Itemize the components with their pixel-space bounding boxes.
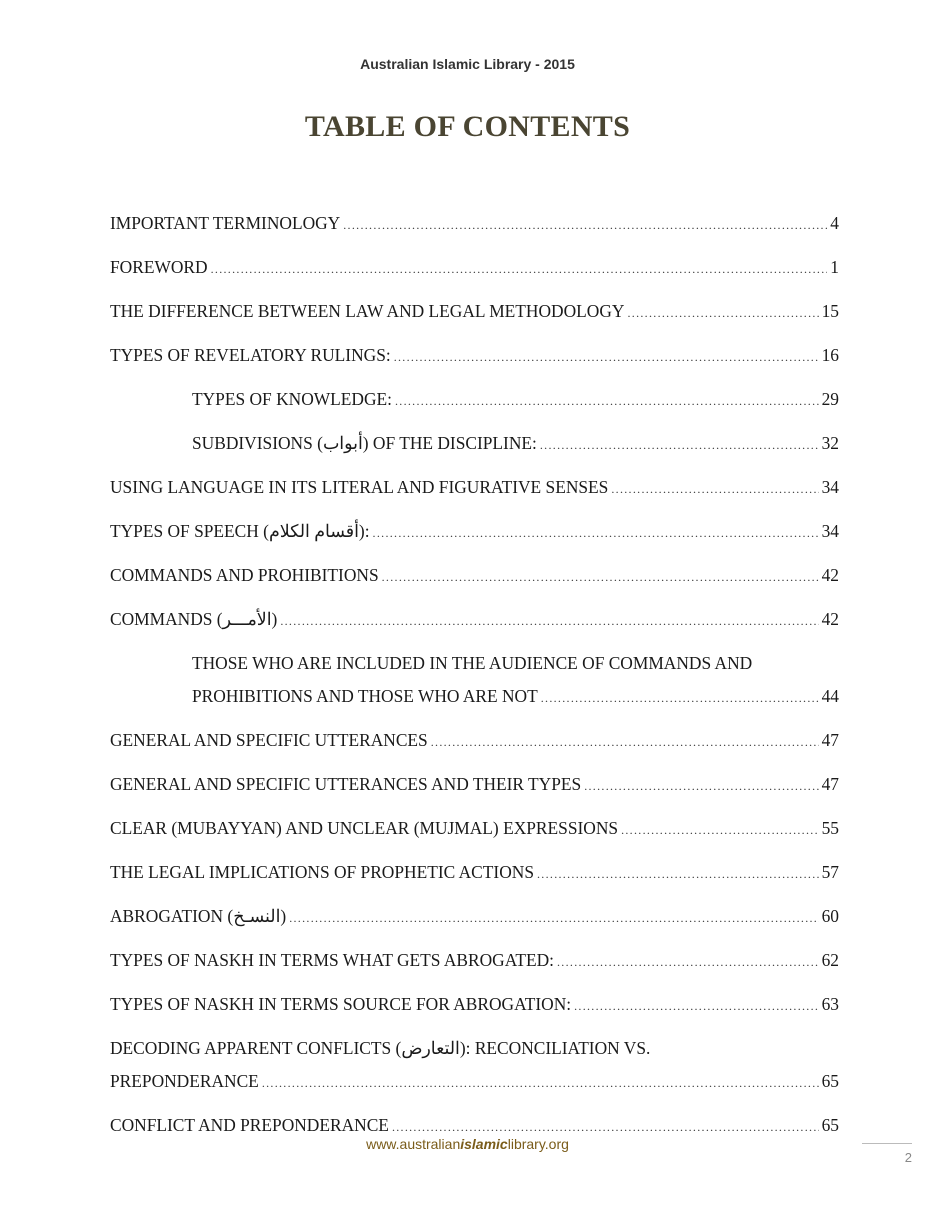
toc-subentry[interactable] xyxy=(110,427,839,462)
dot-leader xyxy=(574,990,819,1023)
toc-entry-page: 47 xyxy=(821,774,839,794)
dot-leader xyxy=(621,814,819,847)
toc-entry-page: 62 xyxy=(821,950,839,970)
dot-leader xyxy=(584,770,818,803)
toc-entry-page: 15 xyxy=(821,301,839,321)
toc-entry[interactable] xyxy=(110,295,839,330)
toc-entry-title-line2: PREPONDERANCE xyxy=(110,1071,259,1091)
toc-entry-page: 44 xyxy=(821,686,839,706)
toc-entry-title: GENERAL AND SPECIFIC UTTERANCES AND THEIR TYPES xyxy=(110,774,582,794)
footer-url-part2: islamic xyxy=(460,1136,508,1152)
toc-entry-title-line1: DECODING APPARENT CONFLICTS (التعارض): RECONCILIATION VS. xyxy=(110,1038,651,1058)
dot-leader xyxy=(611,473,818,506)
toc-entry-title: TYPES OF REVELATORY RULINGS: xyxy=(110,345,391,365)
toc-entry-page: 42 xyxy=(821,565,839,585)
page-number: 2 xyxy=(862,1143,912,1165)
toc-entry[interactable] xyxy=(110,251,839,286)
toc-subentry[interactable] xyxy=(110,647,839,715)
dot-leader xyxy=(373,517,819,550)
toc-entry[interactable] xyxy=(110,339,839,374)
footer-url-part1: www.australian xyxy=(366,1136,461,1152)
toc-entry-title: TYPES OF NASKH IN TERMS WHAT GETS ABROGATED: xyxy=(110,950,554,970)
dot-leader xyxy=(343,209,827,242)
toc-entry[interactable] xyxy=(110,724,839,759)
dot-leader xyxy=(540,429,819,462)
dot-leader xyxy=(557,946,819,979)
toc-entry-page: 34 xyxy=(821,477,839,497)
toc-entry[interactable] xyxy=(110,1032,839,1100)
toc-entry-title: COMMANDS AND PROHIBITIONS xyxy=(110,565,379,585)
toc-entry[interactable] xyxy=(110,603,839,638)
toc-entry[interactable] xyxy=(110,988,839,1023)
toc-entry-title: TYPES OF NASKH IN TERMS SOURCE FOR ABROGATION: xyxy=(110,994,572,1014)
toc-entry-title-line1: THOSE WHO ARE INCLUDED IN THE AUDIENCE OF COMMANDS AND xyxy=(192,653,753,673)
toc-entry[interactable] xyxy=(110,768,839,803)
toc-entry[interactable] xyxy=(110,944,839,979)
toc-entry-title: TYPES OF KNOWLEDGE: xyxy=(192,389,392,409)
toc-entry[interactable] xyxy=(110,856,839,891)
toc-entry-page: 29 xyxy=(821,389,839,409)
toc-entry[interactable] xyxy=(110,900,839,935)
footer-website-link[interactable] xyxy=(0,1136,935,1152)
toc-entry-title: GENERAL AND SPECIFIC UTTERANCES xyxy=(110,730,428,750)
toc-entry[interactable] xyxy=(110,207,839,242)
toc-entry-title-line2: PROHIBITIONS AND THOSE WHO ARE NOT xyxy=(192,686,538,706)
toc-subentry[interactable] xyxy=(110,383,839,418)
dot-leader xyxy=(431,726,819,759)
toc-entry-title: THE LEGAL IMPLICATIONS OF PROPHETIC ACTIONS xyxy=(110,862,534,882)
table-of-contents xyxy=(110,207,839,1153)
toc-entry[interactable] xyxy=(110,515,839,550)
toc-entry-page: 4 xyxy=(830,213,839,233)
dot-leader xyxy=(280,605,818,638)
toc-entry-title: USING LANGUAGE IN ITS LITERAL AND FIGURATIVE SENSES xyxy=(110,477,609,497)
toc-entry-page: 32 xyxy=(821,433,839,453)
toc-entry-title: CLEAR (MUBAYYAN) AND UNCLEAR (MUJMAL) EXPRESSIONS xyxy=(110,818,619,838)
toc-entry-title: SUBDIVISIONS (أبواب) OF THE DISCIPLINE: xyxy=(192,433,537,453)
toc-entry-title: IMPORTANT TERMINOLOGY xyxy=(110,213,341,233)
footer-url-part3: library.org xyxy=(507,1136,569,1152)
toc-entry-page: 34 xyxy=(821,521,839,541)
dot-leader xyxy=(394,341,819,374)
dot-leader xyxy=(211,253,828,286)
dot-leader xyxy=(395,385,819,418)
toc-entry[interactable] xyxy=(110,471,839,506)
toc-entry-page: 16 xyxy=(821,345,839,365)
dot-leader xyxy=(537,858,819,891)
toc-entry-page: 55 xyxy=(821,818,839,838)
toc-entry-title: THE DIFFERENCE BETWEEN LAW AND LEGAL METHODOLOGY xyxy=(110,301,625,321)
page-title: TABLE OF CONTENTS xyxy=(304,110,631,143)
dot-leader xyxy=(262,1067,819,1100)
dot-leader xyxy=(382,561,819,594)
toc-entry-page: 65 xyxy=(821,1115,839,1135)
toc-entry-title: COMMANDS (الأمـــر) xyxy=(110,609,278,629)
toc-entry-title: TYPES OF SPEECH (أقسام الكلام): xyxy=(110,521,370,541)
toc-entry-title: ABROGATION (النسـخ) xyxy=(110,906,287,926)
toc-entry-page: 47 xyxy=(821,730,839,750)
toc-entry[interactable] xyxy=(110,812,839,847)
dot-leader xyxy=(289,902,818,935)
toc-entry-page: 57 xyxy=(821,862,839,882)
toc-entry[interactable] xyxy=(110,559,839,594)
toc-entry-page: 65 xyxy=(821,1071,839,1091)
toc-entry-page: 60 xyxy=(821,906,839,926)
toc-entry-page: 1 xyxy=(830,257,839,277)
toc-entry-title: FOREWORD xyxy=(110,257,208,277)
toc-entry-page: 63 xyxy=(821,994,839,1014)
dot-leader xyxy=(541,682,819,715)
running-header: Australian Islamic Library - 2015 xyxy=(360,56,575,72)
toc-entry-title: CONFLICT AND PREPONDERANCE xyxy=(110,1115,389,1135)
dot-leader xyxy=(627,297,818,330)
toc-entry-page: 42 xyxy=(821,609,839,629)
